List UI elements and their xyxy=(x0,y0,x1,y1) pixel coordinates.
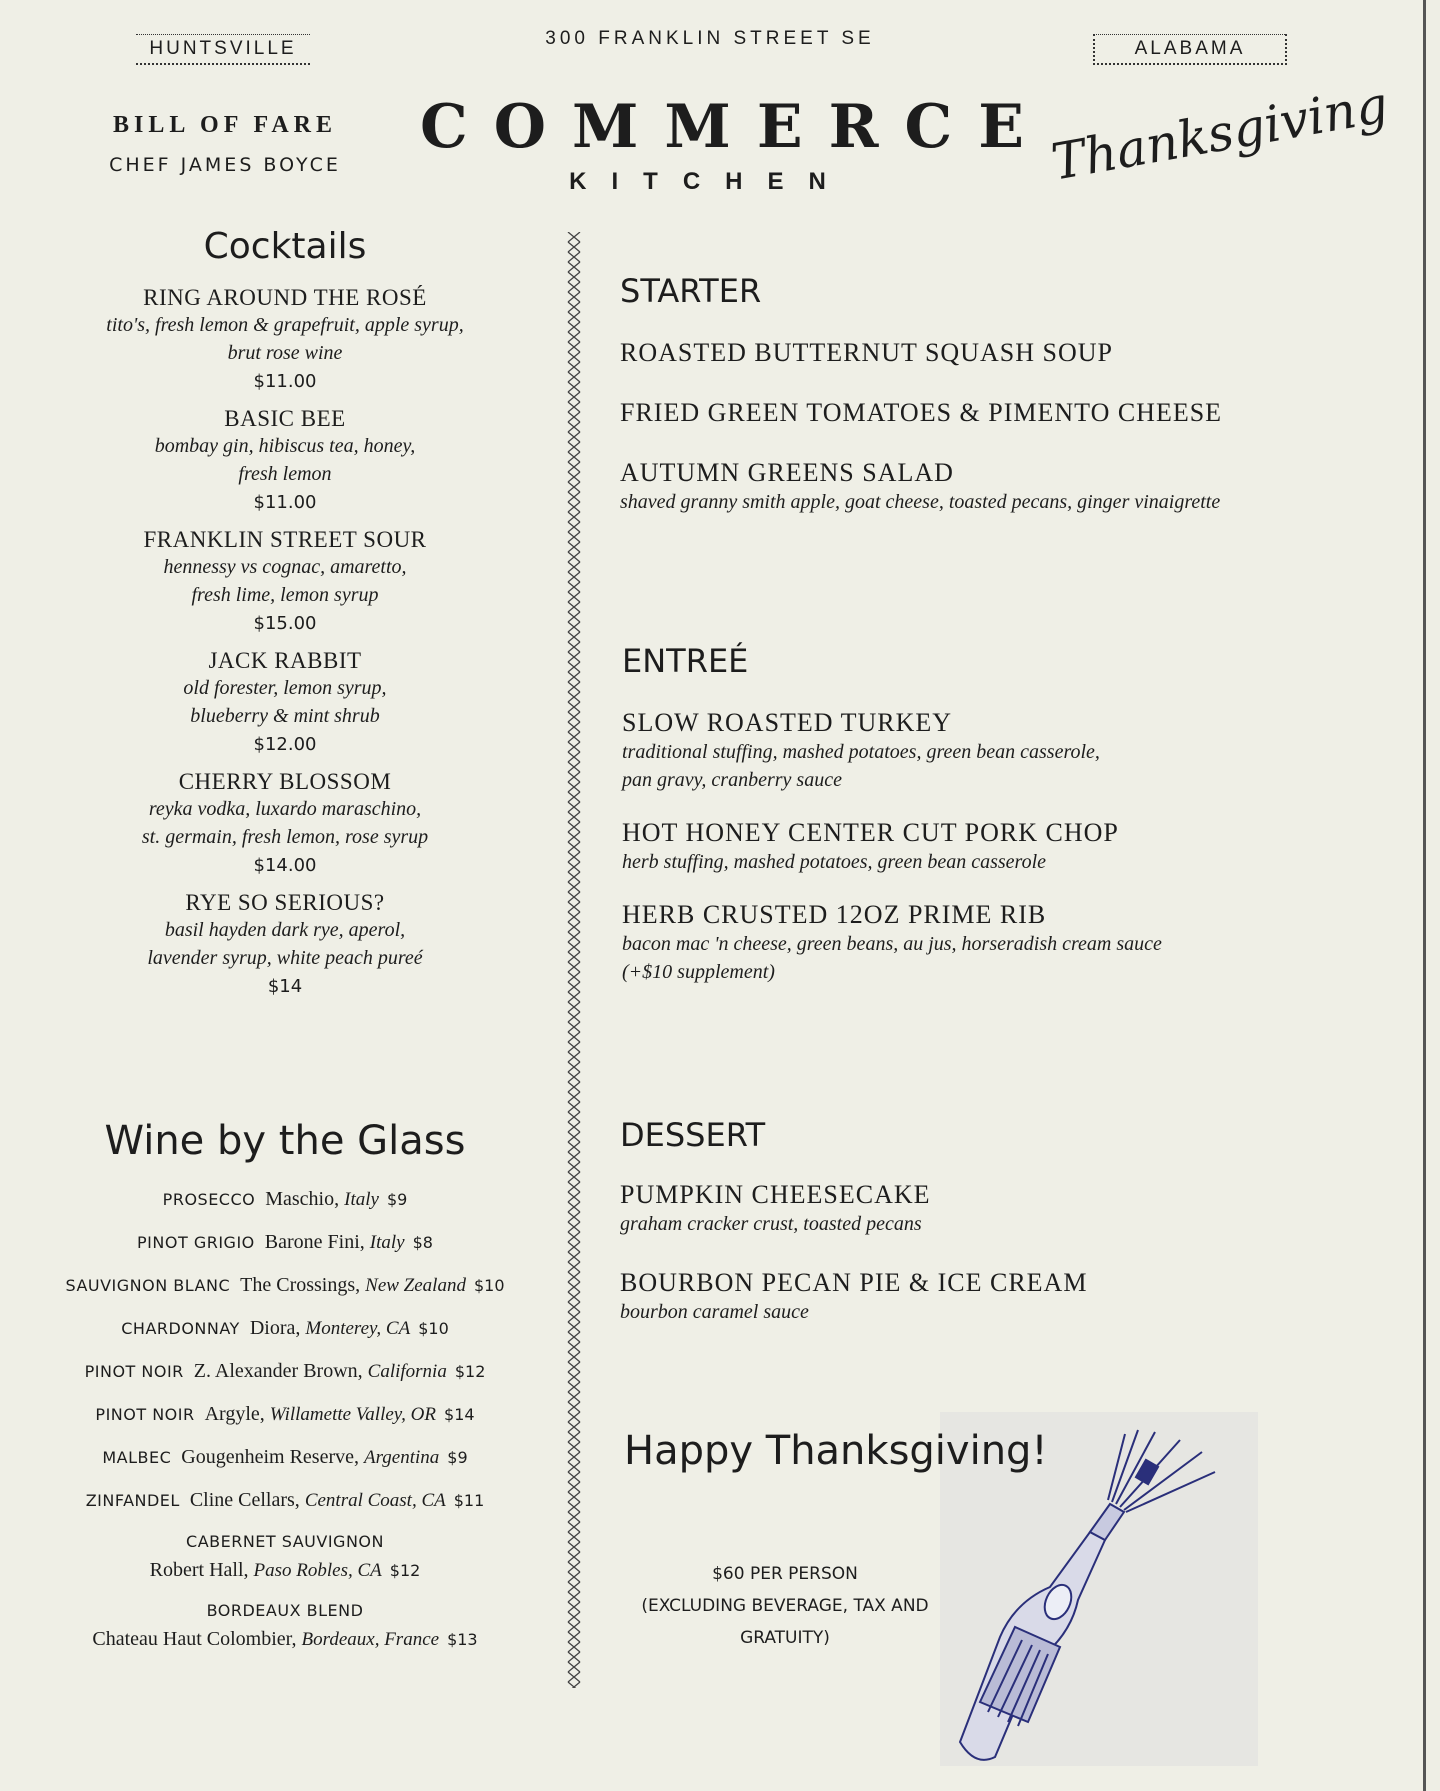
wine-region: Central Coast, CA xyxy=(304,1490,446,1511)
cocktail-desc: reyka vodka, luxardo maraschino, xyxy=(148,798,422,820)
cocktail-price: $11.00 xyxy=(253,492,317,513)
dish-desc: traditional stuffing, mashed potatoes, green bean casserole, xyxy=(622,741,1100,763)
wine-type: ZINFANDEL xyxy=(85,1491,180,1510)
wine-price: $12 xyxy=(389,1561,421,1580)
wine-type: PINOT NOIR xyxy=(95,1405,195,1424)
wine-region: Paso Robles, CA xyxy=(253,1560,382,1581)
wine-price: $8 xyxy=(412,1233,433,1252)
wine-region: Willamette Valley, OR xyxy=(269,1404,437,1425)
cocktail-desc: st. germain, fresh lemon, rose syrup xyxy=(141,826,429,848)
dish-desc: bacon mac 'n cheese, green beans, au jus, horseradish cream sauce xyxy=(622,933,1162,955)
wine-region: Monterey, CA xyxy=(305,1318,411,1339)
wine-region: California xyxy=(367,1361,447,1382)
dish-item xyxy=(622,900,1382,986)
wine-producer: Gougenheim Reserve, xyxy=(181,1446,359,1468)
dish-item xyxy=(620,1268,1380,1326)
wine-item xyxy=(50,1442,520,1473)
greeting: Happy Thanksgiving! xyxy=(624,1428,1048,1474)
price-info xyxy=(620,1558,950,1654)
wine-type: CABERNET SAUVIGNON xyxy=(186,1532,384,1551)
address: 300 FRANKLIN STREET SE xyxy=(545,28,875,49)
wine-producer: Maschio, xyxy=(265,1188,340,1210)
city-label: HUNTSVILLE xyxy=(136,34,310,65)
cocktail-item xyxy=(60,527,510,634)
dish-desc: graham cracker crust, toasted pecans xyxy=(620,1213,922,1235)
column-divider xyxy=(566,232,582,1688)
restaurant-subname: KITCHEN xyxy=(569,168,851,195)
wine-type: PROSECCO xyxy=(162,1190,256,1209)
dish-item xyxy=(622,818,1382,876)
wine-type: CHARDONNAY xyxy=(121,1319,240,1338)
wine-type: PINOT GRIGIO xyxy=(137,1233,255,1252)
wine-price: $11 xyxy=(453,1491,485,1510)
wine-region: Argentina xyxy=(364,1447,440,1468)
wine-producer: Chateau Haut Colombier, xyxy=(92,1628,297,1650)
wine-type: BORDEAUX BLEND xyxy=(206,1601,364,1620)
state-label: ALABAMA xyxy=(1093,34,1287,65)
price-per-person: $60 PER PERSON xyxy=(712,1564,858,1584)
wine-item xyxy=(50,1313,520,1344)
wine-producer: Robert Hall, xyxy=(149,1559,249,1581)
wine-producer: The Crossings, xyxy=(240,1274,361,1296)
entree-section xyxy=(622,642,1382,986)
wine-price: $14 xyxy=(444,1405,475,1424)
wine-type: MALBEC xyxy=(102,1448,172,1467)
entree-title: ENTREÉ xyxy=(622,642,749,680)
cocktail-desc: blueberry & mint shrub xyxy=(190,705,380,727)
dish-desc: bourbon caramel sauce xyxy=(620,1301,809,1323)
dish-item xyxy=(622,708,1382,794)
cocktail-item xyxy=(60,890,510,997)
wine-producer: Cline Cellars, xyxy=(189,1489,300,1511)
restaurant-name: COMMERCE xyxy=(420,92,1050,162)
cocktail-name: JACK RABBIT xyxy=(208,648,362,673)
wine-item xyxy=(50,1184,520,1215)
cocktail-desc: bombay gin, hibiscus tea, honey, xyxy=(154,435,416,457)
cocktail-name: RYE SO SERIOUS? xyxy=(185,890,385,915)
wine-region: New Zealand xyxy=(365,1275,466,1296)
dish-name: PUMPKIN CHEESECAKE xyxy=(620,1180,931,1209)
dish-item xyxy=(620,1180,1380,1238)
cocktail-desc: fresh lime, lemon syrup xyxy=(191,584,379,606)
dessert-section xyxy=(620,1116,1380,1326)
wine-producer: Diora, xyxy=(249,1317,301,1339)
starter-title: STARTER xyxy=(620,272,762,310)
cocktail-price: $14 xyxy=(267,976,303,997)
wine-price: $13 xyxy=(447,1630,478,1649)
dish-name: BOURBON PECAN PIE & ICE CREAM xyxy=(620,1268,1088,1297)
dish-name: HOT HONEY CENTER CUT PORK CHOP xyxy=(622,818,1119,847)
wine-region: Italy xyxy=(344,1189,379,1210)
wine-producer: Barone Fini, xyxy=(264,1231,365,1253)
wine-item xyxy=(50,1227,520,1258)
dish-name: HERB CRUSTED 12OZ PRIME RIB xyxy=(622,900,1047,929)
wine-price: $9 xyxy=(447,1448,468,1467)
wine-price: $10 xyxy=(473,1276,505,1295)
cocktail-item xyxy=(60,406,510,513)
wine-item xyxy=(50,1399,520,1430)
dessert-title: DESSERT xyxy=(620,1116,766,1154)
occasion-script: Thanksgiving xyxy=(1047,75,1393,192)
wine-region: Italy xyxy=(369,1232,405,1253)
wine-type: SAUVIGNON BLANC xyxy=(65,1276,231,1295)
cocktails-section xyxy=(60,226,510,1011)
wine-producer: Argyle, xyxy=(204,1403,265,1425)
wine-section xyxy=(50,1118,520,1666)
bill-of-fare: BILL OF FARE xyxy=(112,112,338,138)
wine-producer: Z. Alexander Brown, xyxy=(193,1360,363,1382)
starter-section xyxy=(620,272,1380,516)
price-note: (EXCLUDING BEVERAGE, TAX AND GRATUITY) xyxy=(641,1596,929,1648)
cocktails-title: Cocktails xyxy=(203,226,367,267)
cocktail-desc: tito's, fresh lemon & grapefruit, apple syrup, xyxy=(106,314,464,336)
cocktail-name: RING AROUND THE ROSÉ xyxy=(143,285,427,310)
wine-type: PINOT NOIR xyxy=(84,1362,184,1381)
dish-name: SLOW ROASTED TURKEY xyxy=(622,708,953,737)
dish-desc: pan gravy, cranberry sauce xyxy=(622,769,842,791)
chef-name: CHEF JAMES BOYCE xyxy=(109,154,341,176)
wine-title: Wine by the Glass xyxy=(104,1118,466,1164)
wine-price: $10 xyxy=(418,1319,449,1338)
cocktail-price: $15.00 xyxy=(253,613,317,634)
cocktail-desc: old forester, lemon syrup, xyxy=(183,677,387,699)
dish-desc: (+$10 supplement) xyxy=(622,961,775,983)
wine-item xyxy=(50,1485,520,1516)
wine-price: $9 xyxy=(386,1190,408,1209)
cocktail-price: $12.00 xyxy=(253,734,317,755)
wine-region: Bordeaux, France xyxy=(301,1629,440,1650)
cocktail-item xyxy=(60,648,510,755)
cocktail-desc: lavender syrup, white peach pureé xyxy=(147,947,423,969)
cocktail-price: $14.00 xyxy=(253,855,317,876)
cocktail-name: BASIC BEE xyxy=(224,406,346,431)
dish-name: FRIED GREEN TOMATOES & PIMENTO CHEESE xyxy=(620,398,1223,427)
dish-desc: herb stuffing, mashed potatoes, green bean casserole xyxy=(622,851,1047,873)
wine-item xyxy=(50,1528,520,1585)
cocktail-desc: fresh lemon xyxy=(238,463,332,485)
wine-price: $12 xyxy=(454,1362,486,1381)
wine-item xyxy=(50,1356,520,1387)
cocktail-desc: brut rose wine xyxy=(227,342,343,364)
cocktail-item xyxy=(60,285,510,392)
dish-desc: shaved granny smith apple, goat cheese, toasted pecans, ginger vinaigrette xyxy=(620,491,1221,513)
wine-item xyxy=(50,1270,520,1301)
cocktail-item xyxy=(60,769,510,876)
wine-item xyxy=(50,1597,520,1654)
cocktail-desc: hennessy vs cognac, amaretto, xyxy=(163,556,407,578)
cocktail-name: CHERRY BLOSSOM xyxy=(178,769,392,794)
cocktail-name: FRANKLIN STREET SOUR xyxy=(143,527,427,552)
cocktail-desc: basil hayden dark rye, aperol, xyxy=(164,919,406,941)
dish-name: AUTUMN GREENS SALAD xyxy=(620,458,954,487)
dish-name: ROASTED BUTTERNUT SQUASH SOUP xyxy=(620,338,1113,367)
cocktail-price: $11.00 xyxy=(253,371,317,392)
